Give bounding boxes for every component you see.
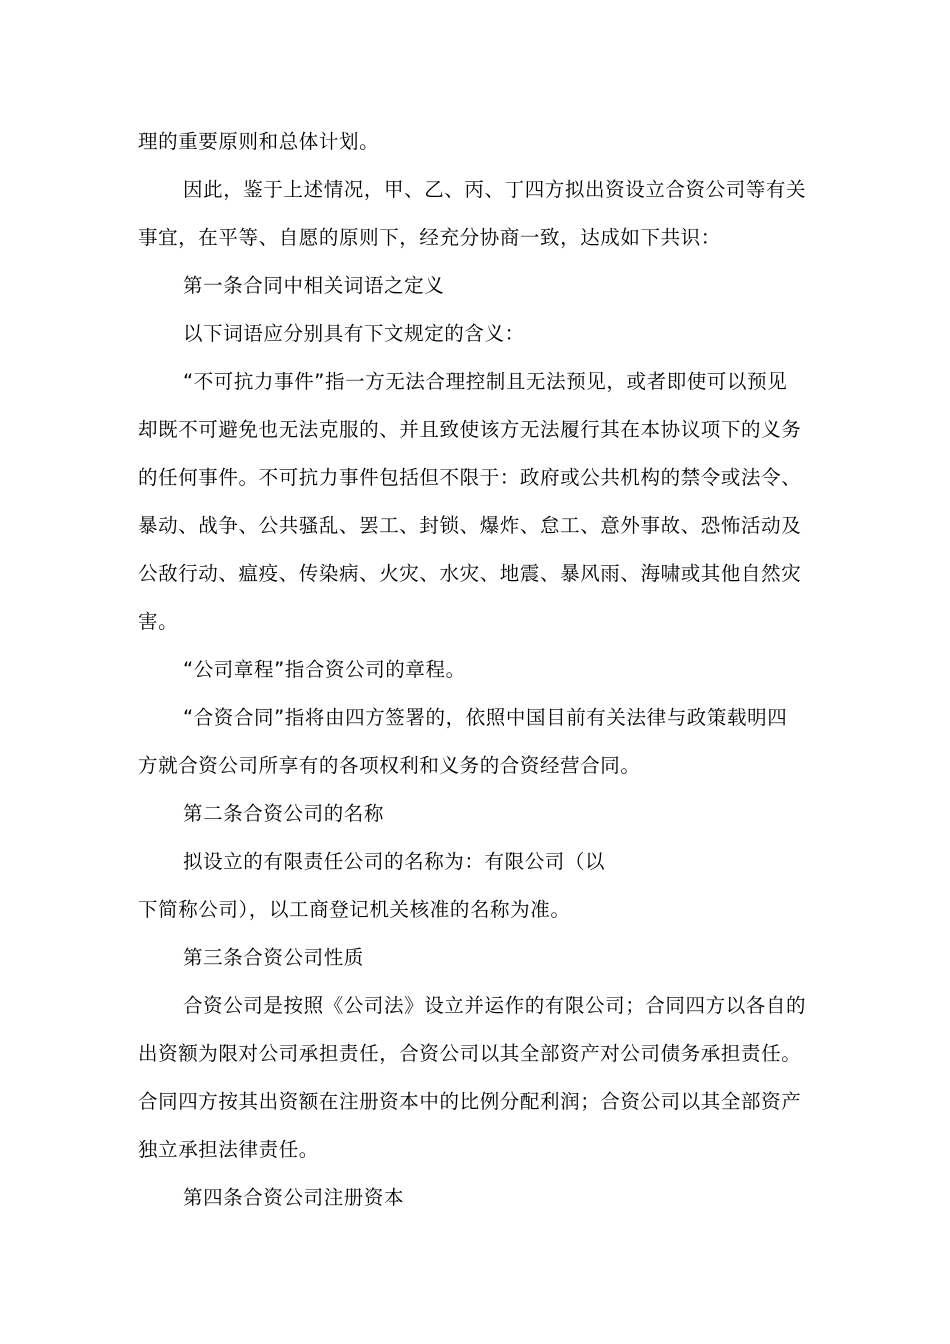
definition-force-majeure-cont: 却既不可避免也无法克服的、并且致使该方无法履行其在本协议项下的义务 — [138, 418, 802, 441]
paragraph-intro-cont: 事宜，在平等、自愿的原则下，经充分协商一致，达成如下共识： — [138, 226, 721, 249]
paragraph-intro: 因此，鉴于上述情况，甲、乙、丙、丁四方拟出资设立合资公司等有关 — [183, 178, 807, 201]
article-4-heading: 第四条合资公司注册资本 — [183, 1186, 405, 1209]
article-3-body-cont: 合同四方按其出资额在注册资本中的比例分配利润；合资公司以其全部资产 — [138, 1090, 802, 1113]
article-3-body-end: 独立承担法律责任。 — [138, 1138, 319, 1161]
article-2-body-cont: 下简称公司），以工商登记机关核准的名称为准。 — [138, 898, 571, 921]
definition-force-majeure-cont: 公敌行动、瘟疫、传染病、火灾、水灾、地震、暴风雨、海啸或其他自然灾 — [138, 562, 802, 585]
article-1-lead: 以下词语应分别具有下文规定的含义： — [183, 322, 525, 345]
definition-force-majeure-end: 害。 — [138, 610, 179, 633]
article-2-heading: 第二条合资公司的名称 — [183, 802, 385, 825]
definition-force-majeure-cont: 暴动、战争、公共骚乱、罢工、封锁、爆炸、怠工、意外事故、恐怖活动及 — [138, 514, 802, 537]
definition-jv-contract-cont: 方就合资公司所享有的各项权利和义务的合资经营合同。 — [138, 754, 641, 777]
paragraph-continuation: 理的重要原则和总体计划。 — [138, 130, 380, 153]
definition-articles: “公司章程”指合资公司的章程。 — [183, 658, 466, 681]
article-3-body: 合资公司是按照《公司法》设立并运作的有限公司；合同四方以各自的 — [183, 994, 807, 1017]
definition-force-majeure: “不可抗力事件”指一方无法合理控制且无法预见，或者即使可以预见 — [183, 370, 788, 393]
document-page — [138, 118, 818, 1222]
definition-force-majeure-cont: 的任何事件。不可抗力事件包括但不限于：政府或公共机构的禁令或法令、 — [138, 466, 802, 489]
article-1-heading: 第一条合同中相关词语之定义 — [183, 274, 445, 297]
article-3-body-cont: 出资额为限对公司承担责任，合资公司以其全部资产对公司债务承担责任。 — [138, 1042, 802, 1065]
article-3-heading: 第三条合资公司性质 — [183, 946, 364, 969]
article-2-body: 拟设立的有限责任公司的名称为：有限公司（以 — [183, 850, 606, 873]
definition-jv-contract: “合资合同”指将由四方签署的，依照中国目前有关法律与政策载明四 — [183, 706, 788, 729]
